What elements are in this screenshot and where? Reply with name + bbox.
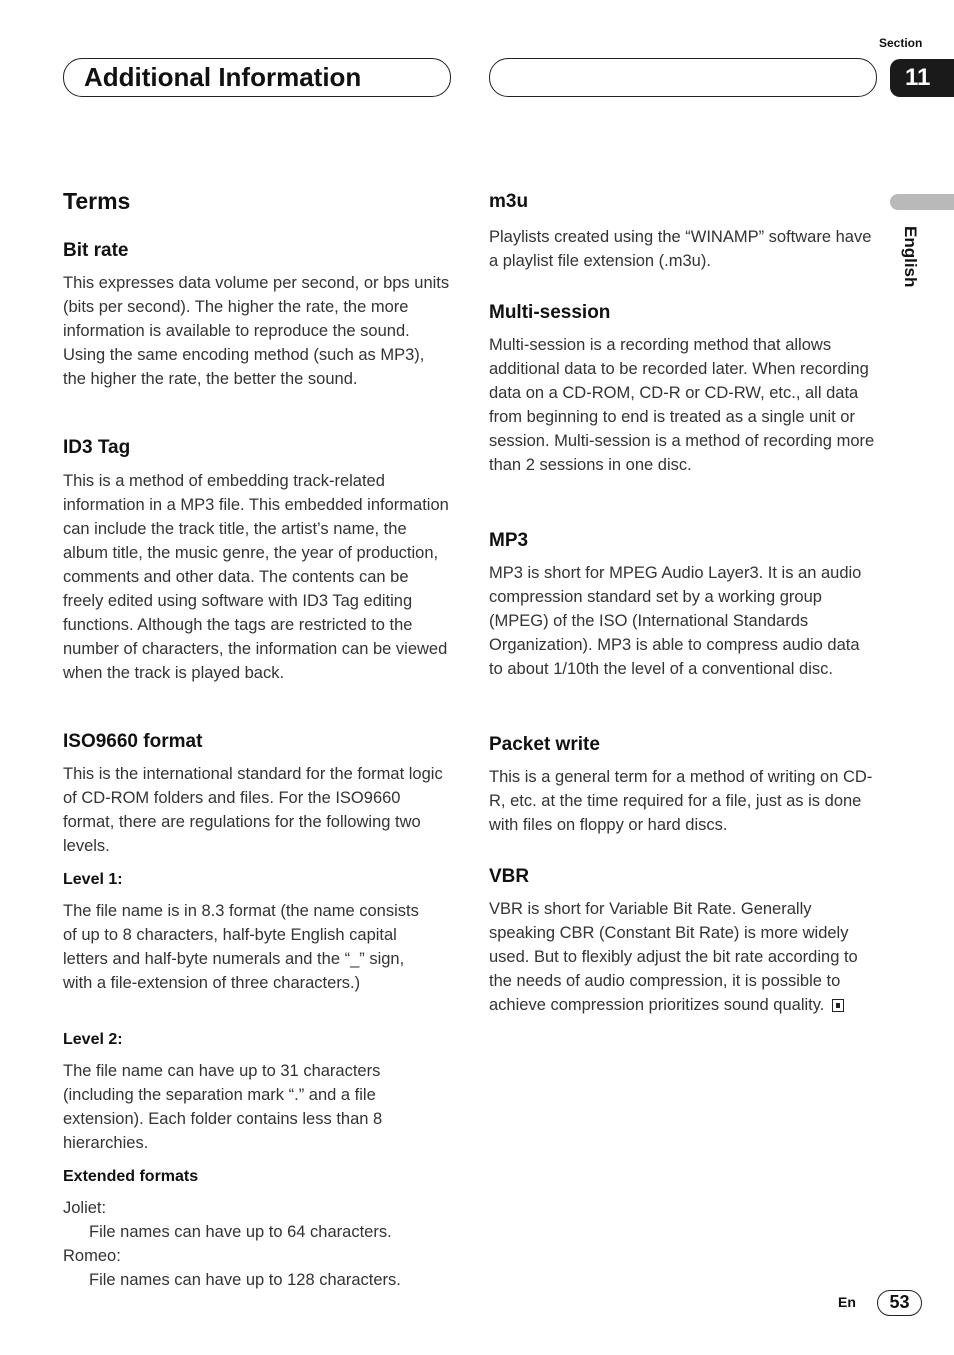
language-label: English	[901, 226, 920, 288]
joliet-label: Joliet:	[63, 1199, 107, 1217]
extended-formats-heading: Extended formats	[63, 1168, 199, 1185]
language-tab-marker	[890, 194, 954, 210]
bitrate-text: This expresses data volume per second, or bps units (bits per second). The higher the rate, the more information is available to reproduce the sound. Using the same encoding method (such as MP3), the higher the rate, the better the sound.	[63, 274, 450, 388]
terms-heading: Terms	[63, 188, 131, 214]
level2-text: The file name can have up to 31 characters (including the separation mark “.” and a file extension). Each folder contains less than 8 hierarchies.	[63, 1062, 383, 1152]
end-of-section-icon	[832, 999, 844, 1012]
id3-heading: ID3 Tag	[63, 437, 131, 458]
m3u-text: Playlists created using the “WINAMP” software have a playlist file extension (.m3u).	[489, 228, 872, 270]
level1-heading: Level 1:	[63, 871, 123, 888]
bitrate-heading: Bit rate	[63, 240, 129, 261]
page-header-title: Additional Information	[84, 62, 362, 92]
section-number-tab: 11	[890, 59, 954, 97]
header-title-frame	[63, 58, 451, 97]
vbr-heading: VBR	[489, 866, 530, 887]
id3-text: This is a method of embedding track-related information in a MP3 file. This embedded information can include the track title, the artist’s name, the album title, the music genre, the year of production, comments and other data. The contents can be freely edited using software with ID3 Tag editing functions. Although the tags are restricted to the number of characters, the information can be viewed when the track is played back.	[63, 472, 449, 682]
multisession-text: Multi-session is a recording method that allows additional data to be recorded later. When recording data on a CD-ROM, CD-R or CD-RW, etc., all data from beginning to end is treated as a single unit or session. Multi-session is a method of recording more than 2 sessions in one disc.	[489, 336, 875, 474]
iso-text: This is the international standard for the format logic of CD-ROM folders and files. For the ISO9660 format, there are regulations for the following two levels.	[63, 765, 443, 855]
joliet-text: File names can have up to 64 characters.	[89, 1223, 392, 1241]
section-label: Section	[879, 36, 923, 50]
page-number: 53	[877, 1290, 922, 1316]
vbr-paragraph	[489, 897, 877, 1017]
romeo-text: File names can have up to 128 characters.	[89, 1271, 401, 1289]
mp3-text: MP3 is short for MPEG Audio Layer3. It is an audio compression standard set by a working group (MPEG) of the ISO (International Standards Organization). MP3 is able to compress audio data to about 1/10th the level of a conventional disc.	[489, 564, 862, 678]
packet-text: This is a general term for a method of writing on CD-R, etc. at the time required for a file, just as is done with files on floppy or hard discs.	[489, 768, 873, 834]
multisession-heading: Multi-session	[489, 302, 611, 323]
level2-heading: Level 2:	[63, 1031, 123, 1048]
m3u-heading: m3u	[489, 191, 529, 212]
packet-heading: Packet write	[489, 734, 600, 755]
mp3-heading: MP3	[489, 530, 529, 551]
vbr-text: VBR is short for Variable Bit Rate. Generally speaking CBR (Constant Bit Rate) is more widely used. But to flexibly adjust the bit rate according to the needs of audio compression, it is possible to achieve compression prioritizes sound quality.	[489, 900, 858, 1014]
romeo-label: Romeo:	[63, 1247, 121, 1265]
header-blank-frame	[489, 58, 877, 97]
level1-text: The file name is in 8.3 format (the name consists of up to 8 characters, half-byte English capital letters and half-byte numerals and the “_” sign, with a file-extension of three characters.)	[63, 902, 419, 992]
footer-language-code: En	[838, 1294, 856, 1310]
iso-heading: ISO9660 format	[63, 731, 203, 752]
